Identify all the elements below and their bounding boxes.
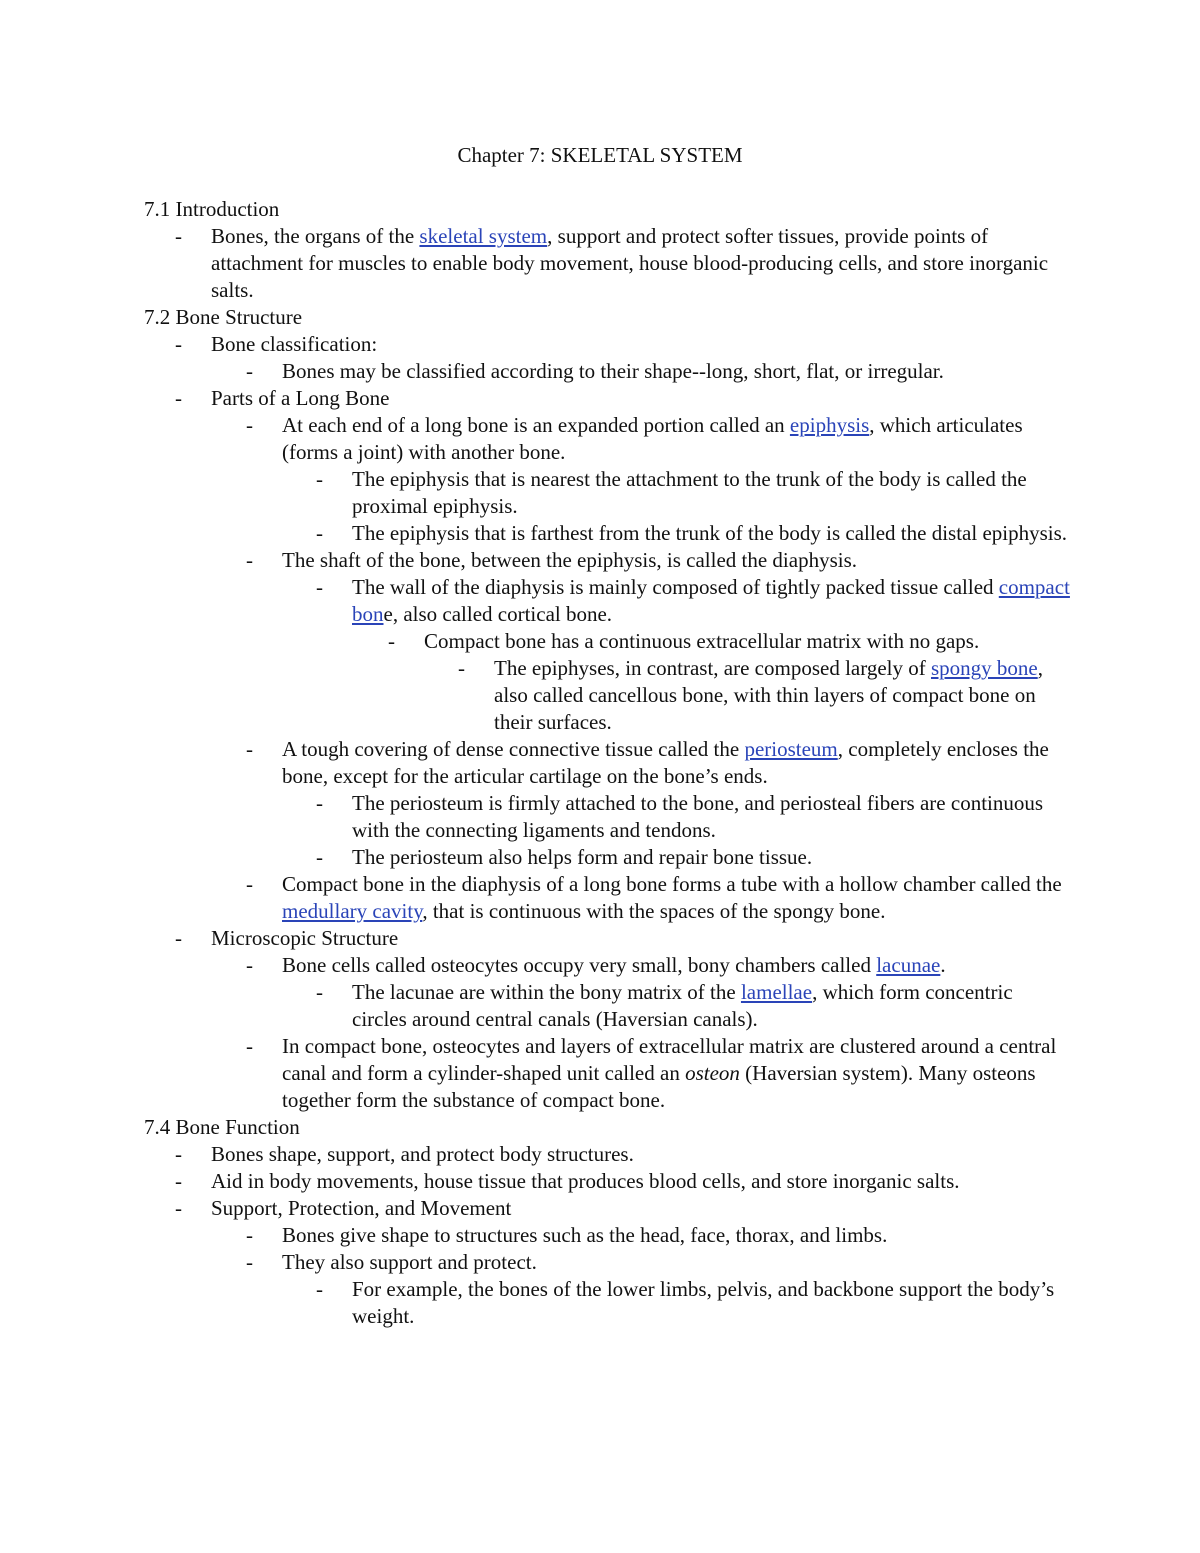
section-heading-bone-structure: 7.2 Bone Structure <box>144 305 303 329</box>
list-item-proximal-epiphysis: - The epiphysis that is nearest the attachment to the trunk of the body is called the proximal epiphysis. <box>316 467 1027 518</box>
link-spongy-bone[interactable]: spongy bone <box>930 656 1038 680</box>
list-item-epiphysis: - At each end of a long bone is an expanded portion called an epiphysis, which articulates (forms a joint) with another bone. <box>246 413 1023 464</box>
link-compact-bone[interactable]: compact bon <box>352 575 1070 626</box>
bullet-dash: - <box>175 926 182 950</box>
link-lacunae[interactable]: lacunae <box>876 953 941 977</box>
list-item-function-shape: - Bones shape, support, and protect body structures. <box>175 1142 634 1166</box>
bullet-dash: - <box>175 1142 182 1166</box>
bullet-dash: - <box>175 1169 182 1193</box>
bullet-dash: - <box>246 872 253 896</box>
bullet-dash: - <box>316 1277 323 1301</box>
bullet-dash: - <box>175 224 182 248</box>
chapter-outline <box>144 196 1084 1330</box>
bullet-dash: - <box>246 359 253 383</box>
section-heading-bone-function: 7.4 Bone Function <box>144 1115 300 1139</box>
section-heading-introduction: 7.1 Introduction <box>144 197 280 221</box>
bullet-dash: - <box>175 1196 182 1220</box>
bullet-dash: - <box>175 332 182 356</box>
link-medullary-cavity[interactable]: medullary cavity <box>282 899 423 923</box>
bullet-dash: - <box>388 629 395 653</box>
bullet-dash: - <box>246 413 253 437</box>
link-epiphysis[interactable]: epiphysis <box>789 413 870 437</box>
chapter-title: Chapter 7: SKELETAL SYSTEM <box>457 143 743 167</box>
list-item-intro-bones: - Bones, the organs of the skeletal system, support and protect softer tissues, provide points of attachment for muscles to enable body movement, house blood-producing cells, and store inorganic salts. <box>175 224 1049 302</box>
list-item-periosteum-repair: - The periosteum also helps form and repair bone tissue. <box>316 845 813 869</box>
list-item-support-protection: - Support, Protection, and Movement <box>175 1196 512 1220</box>
list-item-periosteum: - A tough covering of dense connective tissue called the periosteum, completely encloses the bone, except for the articular cartilage on the bone’s ends. <box>246 737 1049 788</box>
list-item-body-weight: - For example, the bones of the lower limbs, pelvis, and backbone support the body’s weight. <box>316 1277 1055 1328</box>
list-item-compact-bone: - The wall of the diaphysis is mainly composed of tightly packed tissue called compact bone, also called cortical bone. <box>316 575 1070 626</box>
list-item-diaphysis: - The shaft of the bone, between the epiphysis, is called the diaphysis. <box>246 548 858 572</box>
bullet-dash: - <box>246 953 253 977</box>
link-periosteum[interactable]: periosteum <box>744 737 838 761</box>
list-item-periosteum-attached: - The periosteum is firmly attached to the bone, and periosteal fibers are continuous with the connecting ligaments and tendons. <box>316 791 1044 842</box>
bullet-dash: - <box>316 575 323 599</box>
bullet-dash: - <box>316 521 323 545</box>
bullet-dash: - <box>246 548 253 572</box>
bullet-dash: - <box>246 737 253 761</box>
list-item-spongy-bone: - The epiphyses, in contrast, are composed largely of spongy bone, also called cancellous bone, with thin layers of compact bone on their surfaces. <box>458 656 1043 734</box>
bullet-dash: - <box>458 656 465 680</box>
bullet-dash: - <box>316 845 323 869</box>
bullet-dash: - <box>316 791 323 815</box>
list-item-microscopic-structure: - Microscopic Structure <box>175 926 399 950</box>
link-skeletal-system[interactable]: skeletal system <box>419 224 548 248</box>
list-item-osteon: - In compact bone, osteocytes and layers of extracellular matrix are clustered around a central canal and form a cylinder-shaped unit called an osteon (Haversian system). Many osteons together form the substance of compact bone. <box>246 1034 1057 1112</box>
bullet-dash: - <box>246 1250 253 1274</box>
list-item-osteocytes: - Bone cells called osteocytes occupy very small, bony chambers called lacunae. <box>246 953 946 977</box>
list-item-compact-matrix: - Compact bone has a continuous extracellular matrix with no gaps. <box>388 629 980 653</box>
bullet-dash: - <box>175 386 182 410</box>
list-item-parts-long-bone: - Parts of a Long Bone <box>175 386 390 410</box>
bullet-dash: - <box>316 467 323 491</box>
list-item-medullary-cavity: - Compact bone in the diaphysis of a long bone forms a tube with a hollow chamber called the medullary cavity, that is continuous with the spaces of the spongy bone. <box>246 872 1062 923</box>
bullet-dash: - <box>316 980 323 1004</box>
term-osteon: osteon <box>685 1061 740 1085</box>
list-item-distal-epiphysis: - The epiphysis that is farthest from the trunk of the body is called the distal epiphysis. <box>316 521 1068 545</box>
list-item-lamellae: - The lacunae are within the bony matrix of the lamellae, which form concentric circles around central canals (Haversian canals). <box>316 980 1013 1031</box>
list-item-bone-classification: - Bone classification: <box>175 332 378 356</box>
link-lamellae[interactable]: lamellae <box>740 980 813 1004</box>
bullet-dash: - <box>246 1223 253 1247</box>
bullet-dash: - <box>246 1034 253 1058</box>
list-item-shape-structures: - Bones give shape to structures such as the head, face, thorax, and limbs. <box>246 1223 888 1247</box>
list-item-classification-shape: - Bones may be classified according to their shape--long, short, flat, or irregular. <box>246 359 944 383</box>
list-item-support-protect: - They also support and protect. <box>246 1250 537 1274</box>
list-item-function-movement: - Aid in body movements, house tissue that produces blood cells, and store inorganic salts. <box>175 1169 960 1193</box>
